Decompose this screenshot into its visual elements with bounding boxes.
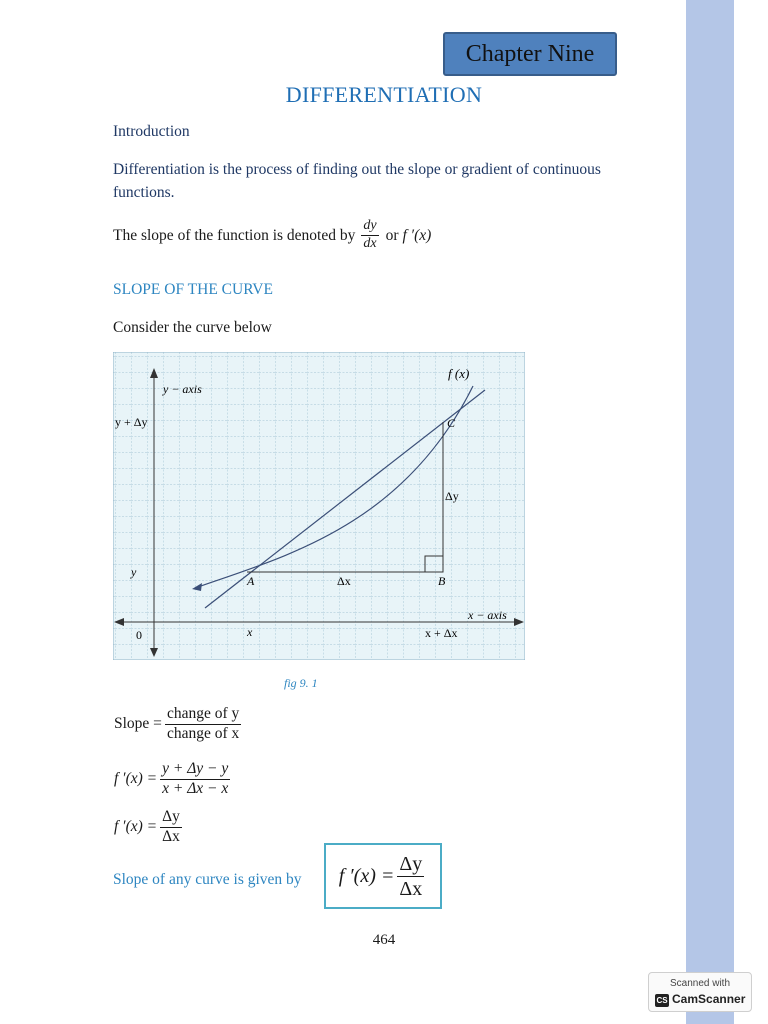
eq2-denominator: x + Δx − x: [162, 779, 229, 797]
point-a-label: A: [247, 574, 255, 588]
eq3-numerator: Δy: [160, 808, 182, 828]
slope-figure: [113, 352, 525, 660]
y-plus-dy-label: y + Δy: [115, 415, 148, 429]
slope-numerator: change of y: [165, 705, 241, 725]
page-number: 464: [372, 932, 396, 948]
figure-caption: fig 9. 1: [284, 676, 318, 690]
page-title: DIFFERENTIATION: [285, 82, 483, 107]
box-denominator: Δx: [399, 877, 423, 900]
simplified-equation: [114, 808, 185, 846]
point-b-label: B: [438, 574, 446, 588]
camscanner-badge: [648, 972, 752, 1012]
box-numerator: Δy: [399, 852, 423, 875]
box-lhs: f ′(x) =: [338, 864, 395, 887]
chapter-label: Chapter Nine: [443, 32, 617, 76]
delta-x-label: Δx: [337, 574, 351, 588]
y-axis-label: y − axis: [163, 382, 202, 396]
x-axis-label: x − axis: [468, 608, 507, 622]
section-lead: Consider the curve below: [113, 319, 272, 336]
definition-line-1: Differentiation is the process of finding out the slope or gradient of continuous: [113, 161, 601, 178]
x-label: x: [247, 625, 253, 639]
eq3-lhs: f ′(x) =: [114, 818, 158, 836]
delta-y-label: Δy: [445, 489, 459, 503]
x-plus-dx-label: x + Δx: [425, 626, 458, 640]
definition-line-2: functions.: [113, 184, 175, 201]
graph-paper-grid: [113, 352, 525, 660]
eq3-denominator: Δx: [162, 827, 180, 845]
slope-notation-text: The slope of the function is denoted by: [113, 226, 356, 244]
box-fraction: [397, 852, 424, 901]
fx-label: f (x): [448, 366, 470, 381]
intro-heading: Introduction: [113, 123, 190, 140]
scanned-with-text: Scanned with: [669, 978, 731, 989]
section-heading: SLOPE OF THE CURVE: [113, 281, 273, 298]
origin-label: 0: [136, 628, 142, 642]
expanded-equation: [114, 760, 233, 798]
point-c-label: C: [447, 416, 456, 430]
eq2-lhs: f ′(x) =: [114, 770, 158, 788]
slope-denominator: change of x: [166, 724, 240, 742]
or-word: or: [385, 226, 399, 244]
slope-formula-box: [324, 843, 442, 909]
y-label: y: [131, 565, 137, 579]
dy-dx-fraction: [361, 218, 378, 253]
camscanner-logo-icon: CS: [656, 996, 668, 1005]
dy-numerator: dy: [361, 218, 378, 236]
side-band: [686, 0, 734, 1024]
fprime-notation: f ′(x): [402, 226, 432, 244]
slope-notation: [113, 218, 431, 253]
dx-denominator: dx: [363, 235, 377, 251]
camscanner-name: CamScanner: [672, 992, 746, 1006]
conclusion-text: Slope of any curve is given by: [113, 871, 302, 888]
eq3-fraction: [160, 808, 182, 846]
slope-fraction: [165, 705, 241, 743]
slope-label: Slope =: [114, 715, 162, 733]
slope-equation: [114, 705, 244, 743]
eq2-numerator: y + Δy − y: [160, 760, 230, 780]
eq2-fraction: [160, 760, 230, 798]
slope-diagram-svg: [113, 352, 525, 660]
